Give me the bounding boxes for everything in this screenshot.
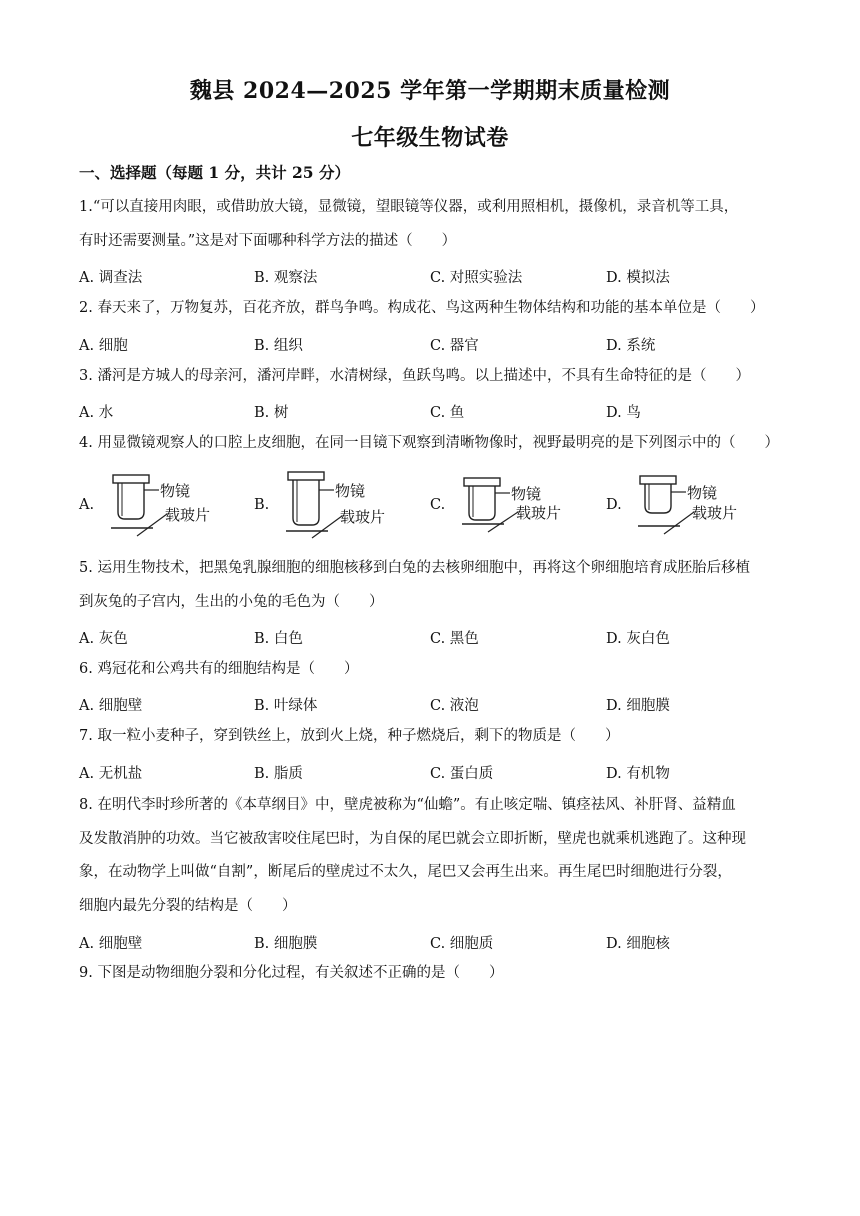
figure-option-c[interactable] bbox=[430, 468, 605, 540]
option-a[interactable]: A. 细胞壁 bbox=[79, 698, 143, 714]
option-d[interactable]: D. 灰白色 bbox=[606, 631, 670, 647]
question-1-line-2: 有时还需要测量。”这是对下面哪种科学方法的描述（ ） bbox=[79, 233, 457, 249]
option-d[interactable]: D. 鸟 bbox=[606, 405, 641, 421]
option-d[interactable]: D. 细胞核 bbox=[606, 936, 670, 952]
option-d[interactable]: D. 有机物 bbox=[606, 766, 670, 782]
option-c[interactable]: C. 鱼 bbox=[430, 405, 465, 421]
option-b[interactable]: B. 脂质 bbox=[254, 766, 303, 782]
question-7-options bbox=[79, 762, 794, 780]
question-5-options bbox=[79, 627, 794, 645]
option-c[interactable]: C. 细胞质 bbox=[430, 936, 494, 952]
exam-title: 魏县 2024—2025 学年第一学期期末质量检测 bbox=[189, 78, 671, 104]
question-9-line-1: 9. 下图是动物细胞分裂和分化过程，有关叙述不正确的是（ ） bbox=[79, 965, 504, 981]
microscope-objective-diagram bbox=[107, 468, 247, 540]
option-d[interactable]: D. 细胞膜 bbox=[606, 698, 670, 714]
option-b[interactable]: B. 树 bbox=[254, 405, 289, 421]
option-letter: D. bbox=[606, 497, 622, 513]
option-a[interactable]: A. 无机盐 bbox=[79, 766, 143, 782]
question-4-figure-options bbox=[79, 468, 794, 540]
figure-option-a[interactable] bbox=[79, 468, 254, 540]
label-slide: 载玻片 bbox=[692, 504, 738, 522]
question-8-line-1: 8. 在明代李时珍所著的《本草纲目》中，壁虎被称为“仙蟾”。有止咳定喘、镇痉祛风、补肝肾、益精血 bbox=[79, 797, 736, 813]
exam-subtitle: 七年级生物试卷 bbox=[351, 125, 509, 151]
microscope-objective-diagram bbox=[282, 468, 422, 540]
section-heading: 一、选择题（每题 1 分，共计 25 分） bbox=[79, 163, 350, 182]
option-letter: B. bbox=[254, 497, 270, 513]
question-5-line-1: 5. 运用生物技术，把黑兔乳腺细胞的细胞核移到白兔的去核卵细胞中，再将这个卵细胞培育成胚胎后移植 bbox=[79, 560, 750, 576]
question-3-options bbox=[79, 401, 794, 419]
option-a[interactable]: A. 灰色 bbox=[79, 631, 128, 647]
question-6-options bbox=[79, 694, 794, 712]
label-slide: 载玻片 bbox=[516, 504, 562, 522]
option-a[interactable]: A. 调查法 bbox=[79, 270, 143, 286]
question-8-line-4: 细胞内最先分裂的结构是（ ） bbox=[79, 898, 297, 914]
question-5-line-2: 到灰兔的子宫内，生出的小兔的毛色为（ ） bbox=[79, 594, 384, 610]
microscope-objective-diagram bbox=[634, 468, 774, 540]
option-a[interactable]: A. 水 bbox=[79, 405, 114, 421]
figure-option-d[interactable] bbox=[606, 468, 781, 540]
question-4-line-1: 4. 用显微镜观察人的口腔上皮细胞，在同一目镜下观察到清晰物像时，视野最明亮的是下列图示中的（ ） bbox=[79, 435, 779, 451]
option-c[interactable]: C. 器官 bbox=[430, 338, 479, 354]
option-letter: A. bbox=[79, 497, 95, 513]
option-letter: C. bbox=[430, 497, 446, 513]
question-8-line-3: 象，在动物学上叫做“自割”，断尾后的壁虎过不太久，尾巴又会再生出来。再生尾巴时细胞进行分裂， bbox=[79, 864, 732, 880]
option-b[interactable]: B. 白色 bbox=[254, 631, 303, 647]
option-b[interactable]: B. 叶绿体 bbox=[254, 698, 318, 714]
question-1-line-1: 1.“可以直接用肉眼，或借助放大镜，显微镜，望眼镜等仪器，或利用照相机，摄像机，录音机等工具， bbox=[79, 199, 739, 215]
question-2-line-1: 2. 春天来了，万物复苏，百花齐放，群鸟争鸣。构成花、鸟这两种生物体结构和功能的基本单位是（ ） bbox=[79, 300, 765, 316]
question-8-line-2: 及发散消肿的功效。当它被敌害咬住尾巴时，为自保的尾巴就会立即折断，壁虎也就乘机逃跑了。这种现 bbox=[79, 831, 746, 847]
figure-option-b[interactable] bbox=[254, 468, 429, 540]
option-b[interactable]: B. 组织 bbox=[254, 338, 303, 354]
question-7-line-1: 7. 取一粒小麦种子，穿到铁丝上，放到火上烧，种子燃烧后，剩下的物质是（ ） bbox=[79, 728, 620, 744]
question-2-options bbox=[79, 334, 794, 352]
label-slide: 载玻片 bbox=[340, 508, 386, 526]
option-a[interactable]: A. 细胞壁 bbox=[79, 936, 143, 952]
option-b[interactable]: B. 细胞膜 bbox=[254, 936, 318, 952]
option-d[interactable]: D. 模拟法 bbox=[606, 270, 670, 286]
question-1-options bbox=[79, 266, 794, 284]
option-c[interactable]: C. 液泡 bbox=[430, 698, 479, 714]
option-d[interactable]: D. 系统 bbox=[606, 338, 656, 354]
option-a[interactable]: A. 细胞 bbox=[79, 338, 128, 354]
label-objective: 物镜 bbox=[511, 485, 542, 503]
option-c[interactable]: C. 对照实验法 bbox=[430, 270, 523, 286]
option-c[interactable]: C. 黑色 bbox=[430, 631, 479, 647]
label-objective: 物镜 bbox=[687, 484, 718, 502]
question-6-line-1: 6. 鸡冠花和公鸡共有的细胞结构是（ ） bbox=[79, 661, 359, 677]
label-slide: 载玻片 bbox=[165, 506, 211, 524]
question-3-line-1: 3. 潘河是方城人的母亲河，潘河岸畔，水清树绿，鱼跃鸟鸣。以上描述中，不具有生命特征的是（ ） bbox=[79, 368, 750, 384]
label-objective: 物镜 bbox=[160, 482, 191, 500]
question-8-options bbox=[79, 932, 794, 950]
label-objective: 物镜 bbox=[335, 482, 366, 500]
option-b[interactable]: B. 观察法 bbox=[254, 270, 318, 286]
option-c[interactable]: C. 蛋白质 bbox=[430, 766, 494, 782]
microscope-objective-diagram bbox=[458, 468, 598, 540]
